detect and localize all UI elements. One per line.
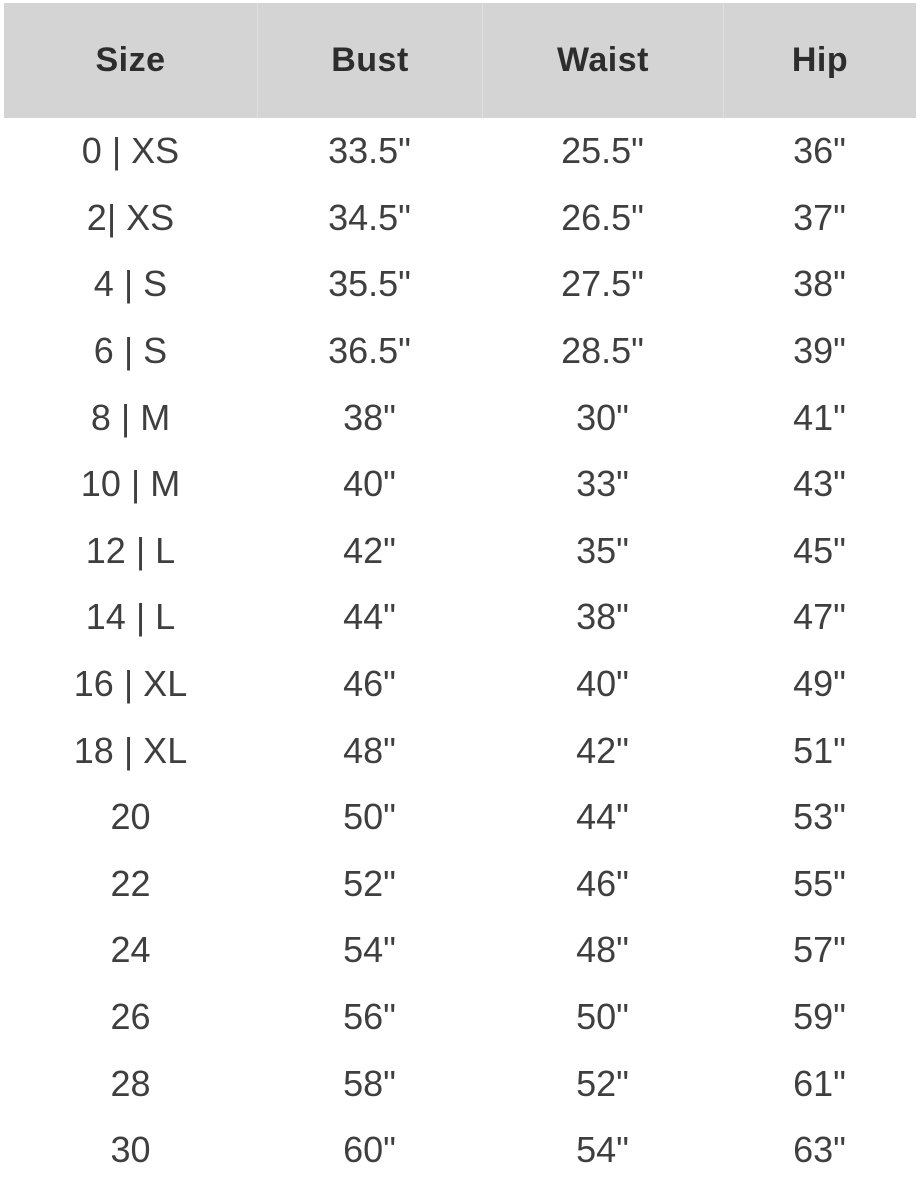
cell-hip: 38"	[793, 263, 846, 305]
cell-bust: 42"	[343, 529, 396, 571]
cell-waist: 35"	[576, 529, 629, 571]
cell-size: 2| XS	[86, 196, 175, 238]
cell-size: 10 | M	[80, 463, 181, 505]
cell-hip: 37"	[793, 196, 846, 238]
cell-bust: 44"	[343, 596, 396, 638]
size-chart-table	[0, 3, 920, 1204]
cell-waist: 42"	[576, 729, 629, 771]
table-header-row	[4, 3, 916, 118]
cell-waist: 28.5"	[561, 330, 644, 372]
cell-bust: 46"	[343, 663, 396, 705]
cell-bust: 60"	[343, 1129, 396, 1171]
cell-bust: 35.5"	[328, 263, 411, 305]
cell-waist: 40"	[576, 663, 629, 705]
cell-size: 22	[110, 862, 151, 904]
cell-bust: 56"	[343, 996, 396, 1038]
cell-size: 26	[110, 996, 151, 1038]
cell-waist: 46"	[576, 862, 629, 904]
cell-hip: 49"	[793, 663, 846, 705]
cell-waist: 52"	[576, 1062, 629, 1104]
cell-bust: 36.5"	[328, 330, 411, 372]
cell-hip: 43"	[793, 463, 846, 505]
cell-hip: 63"	[793, 1129, 846, 1171]
cell-bust: 40"	[343, 463, 396, 505]
cell-waist: 44"	[576, 796, 629, 838]
cell-hip: 45"	[793, 529, 846, 571]
cell-hip: 59"	[793, 996, 846, 1038]
cell-hip: 53"	[793, 796, 846, 838]
cell-size: 28	[110, 1062, 151, 1104]
cell-hip: 39"	[793, 330, 846, 372]
cell-hip: 57"	[793, 929, 846, 971]
cell-hip: 55"	[793, 862, 846, 904]
cell-waist: 27.5"	[561, 263, 644, 305]
cell-size: 30	[110, 1129, 151, 1171]
cell-size: 4 | S	[93, 263, 168, 305]
cell-hip: 36"	[793, 130, 846, 172]
column-header-size: Size	[95, 41, 166, 79]
cell-hip: 47"	[793, 596, 846, 638]
column-header-hip: Hip	[723, 3, 916, 118]
cell-bust: 54"	[343, 929, 396, 971]
cell-waist: 30"	[576, 396, 629, 438]
cell-waist: 25.5"	[561, 130, 644, 172]
cell-bust: 50"	[343, 796, 396, 838]
cell-waist: 50"	[576, 996, 629, 1038]
cell-bust: 34.5"	[328, 196, 411, 238]
cell-size: 18 | XL	[73, 729, 188, 771]
column-header-bust: Bust	[257, 3, 482, 118]
cell-hip: 51"	[793, 729, 846, 771]
cell-bust: 52"	[343, 862, 396, 904]
cell-bust: 48"	[343, 729, 396, 771]
cell-size: 14 | L	[85, 596, 176, 638]
cell-size: 24	[110, 929, 151, 971]
cell-size: 0 | XS	[81, 130, 180, 172]
cell-size: 16 | XL	[73, 663, 188, 705]
cell-size: 20	[110, 796, 151, 838]
table-body	[4, 118, 916, 1184]
cell-waist: 33"	[576, 463, 629, 505]
cell-waist: 48"	[576, 929, 629, 971]
cell-waist: 26.5"	[561, 196, 644, 238]
cell-hip: 41"	[793, 396, 846, 438]
cell-size: 12 | L	[85, 529, 176, 571]
cell-size: 8 | M	[90, 396, 171, 438]
cell-hip: 61"	[793, 1062, 846, 1104]
cell-bust: 33.5"	[328, 130, 411, 172]
cell-size: 6 | S	[93, 330, 168, 372]
cell-bust: 38"	[343, 396, 396, 438]
cell-waist: 54"	[576, 1129, 629, 1171]
cell-waist: 38"	[576, 596, 629, 638]
column-header-waist: Waist	[482, 3, 723, 118]
cell-bust: 58"	[343, 1062, 396, 1104]
